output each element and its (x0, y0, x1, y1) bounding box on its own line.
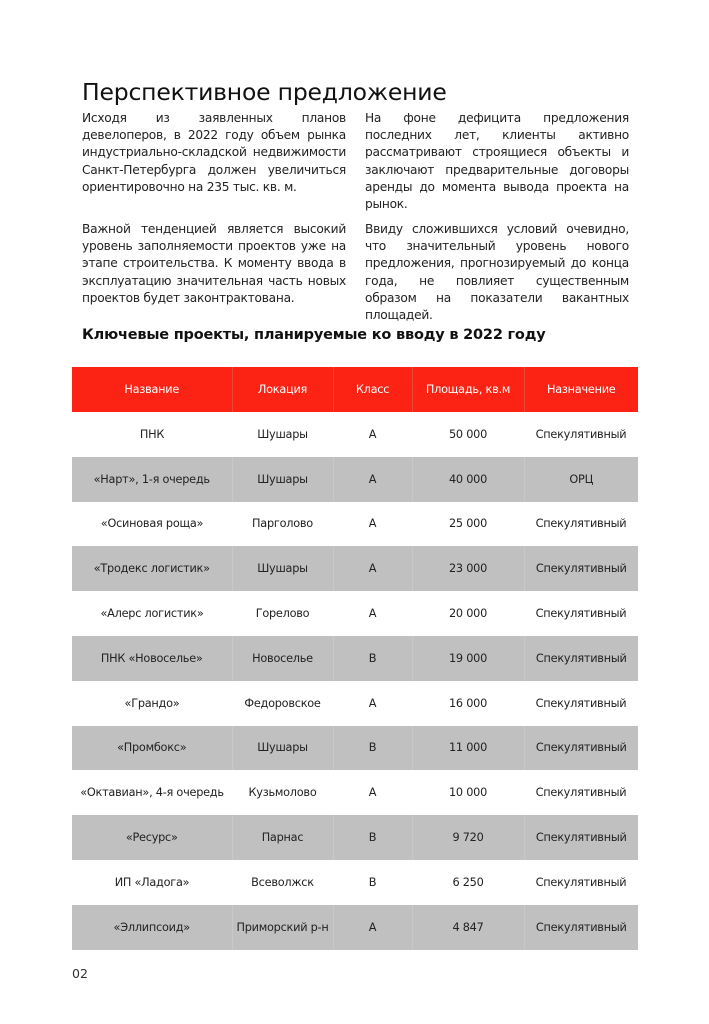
cell-name: «Осиновая роща» (100, 517, 204, 531)
cell-purpose: Спекулятивный (524, 815, 638, 860)
cell-class: A (333, 457, 412, 502)
cell-location: Шушары (232, 457, 333, 502)
cell-area: 16 000 (448, 696, 488, 710)
table-row (72, 860, 638, 905)
cell-location: Приморский р-н (232, 905, 333, 950)
cell-area: 11 000 (412, 726, 524, 771)
cell-name: ПНК (139, 427, 165, 441)
cell-name: «Ресурс» (125, 831, 178, 845)
cell-name: «Промбокс» (117, 741, 187, 755)
cell-purpose: Спекулятивный (535, 517, 627, 531)
cell-name: «Эллипсоид» (113, 920, 190, 934)
cell-area: 25 000 (448, 517, 488, 531)
column-header-area: Площадь, кв.м (412, 367, 524, 412)
paragraph-vacancy-outlook: Ввиду сложившихся условий очевидно, что значительный уровень нового предложения, прогнозируемый до конца года, не повлияет существенным образом на показатели вакантных площадей. (365, 222, 629, 323)
cell-purpose: ОРЦ (524, 457, 638, 502)
table-row (72, 591, 638, 636)
cell-class: B (333, 636, 412, 681)
column-header-purpose: Назначение (524, 367, 638, 412)
table-row (72, 502, 638, 547)
cell-location: Кузьмолово (248, 786, 317, 800)
cell-purpose: Спекулятивный (535, 607, 627, 621)
cell-area: 9 720 (412, 815, 524, 860)
cell-area: 19 000 (412, 636, 524, 681)
cell-name: ПНК «Новоселье» (100, 651, 203, 665)
cell-location: Федоровское (244, 696, 321, 710)
page-title: Перспективное предложение (82, 78, 447, 106)
table-row (72, 457, 638, 502)
table-row (72, 546, 638, 591)
cell-location: Шушары (232, 546, 333, 591)
cell-purpose: Спекулятивный (524, 905, 638, 950)
page-number: 02 (72, 966, 88, 981)
cell-name: «Алерс логистик» (100, 607, 204, 621)
paragraph-demand: На фоне дефицита предложения последних лет, клиенты активно рассматривают строящиеся объекты и заключают предварительные договоры аренды до момента вывода проекта на рынок. (365, 111, 629, 212)
cell-location: Шушары (232, 726, 333, 771)
column-header-location: Локация (232, 367, 333, 412)
table-row (72, 636, 638, 681)
cell-class: A (333, 546, 412, 591)
cell-class: A (368, 427, 377, 441)
key-projects-table (72, 367, 638, 950)
table-header-row (72, 367, 638, 412)
table-row (72, 726, 638, 771)
cell-class: A (368, 517, 377, 531)
table-row (72, 412, 638, 457)
cell-area: 10 000 (448, 786, 488, 800)
table-title: Ключевые проекты, планируемые ко вводу в 2022 году (82, 327, 546, 343)
cell-location: Новоселье (232, 636, 333, 681)
cell-name: «Нарт», 1-я очередь (93, 472, 210, 486)
cell-area: 20 000 (448, 607, 488, 621)
table-row (72, 770, 638, 815)
cell-class: B (333, 726, 412, 771)
cell-name: «Тродекс логистик» (93, 562, 210, 576)
cell-purpose: Спекулятивный (524, 546, 638, 591)
cell-location: Всеволжск (251, 875, 314, 889)
table-row (72, 815, 638, 860)
cell-area: 6 250 (452, 875, 484, 889)
cell-area: 4 847 (412, 905, 524, 950)
cell-location: Парнас (232, 815, 333, 860)
table-row (72, 681, 638, 726)
cell-area: 50 000 (448, 427, 488, 441)
cell-class: A (368, 607, 377, 621)
paragraph-market-volume: Исходя из заявленных планов девелоперов, в 2022 году объем рынка индустриально-складской недвижимости Санкт-Петербурга должен увеличиться ориентировочно на 235 тыс. кв. м. (82, 111, 346, 194)
cell-purpose: Спекулятивный (535, 696, 627, 710)
cell-location: Горелово (255, 607, 310, 621)
cell-purpose: Спекулятивный (535, 875, 627, 889)
cell-class: B (368, 875, 377, 889)
cell-location: Парголово (252, 517, 313, 531)
cell-area: 40 000 (412, 457, 524, 502)
cell-purpose: Спекулятивный (535, 786, 627, 800)
column-header-class: Класс (333, 367, 412, 412)
cell-class: A (333, 905, 412, 950)
cell-name: «Грандо» (124, 696, 180, 710)
cell-name: «Октавиан», 4-я очередь (80, 786, 224, 800)
column-header-name: Название (124, 383, 180, 396)
cell-class: A (368, 786, 377, 800)
cell-area: 23 000 (412, 546, 524, 591)
paragraph-occupancy-trend: Важной тенденцией является высокий уровень заполняемости проектов уже на этапе строительства. К моменту ввода в эксплуатацию значительная часть новых проектов будет законтрактована. (82, 222, 346, 305)
cell-class: B (333, 815, 412, 860)
cell-purpose: Спекулятивный (524, 636, 638, 681)
cell-name: ИП «Ладога» (114, 875, 190, 889)
cell-purpose: Спекулятивный (524, 726, 638, 771)
cell-class: A (368, 696, 377, 710)
cell-purpose: Спекулятивный (535, 427, 627, 441)
cell-location: Шушары (257, 427, 308, 441)
table-row (72, 905, 638, 950)
